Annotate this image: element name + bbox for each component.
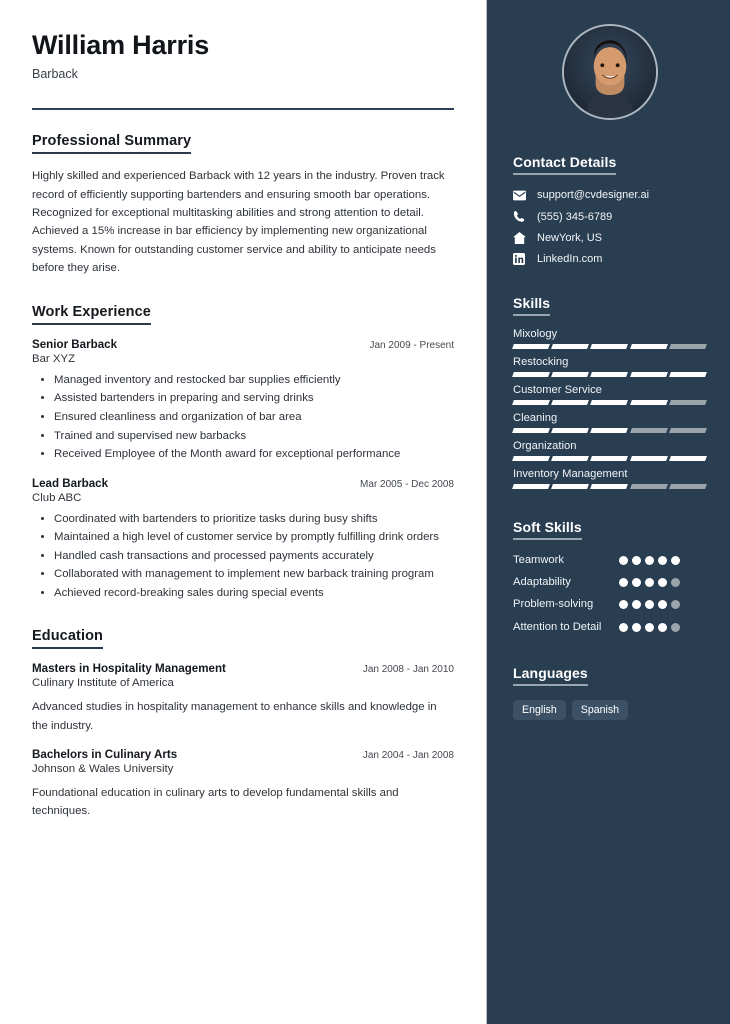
contact-item-email[interactable] — [513, 189, 706, 201]
rating-dot — [632, 556, 641, 565]
skill-segment — [512, 344, 550, 349]
work-bullet: • Ensured cleanliness and organization of bar area — [54, 409, 454, 427]
skill-segment — [669, 428, 707, 433]
header-divider — [32, 108, 454, 110]
skill-segment — [630, 344, 668, 349]
section-heading-summary: Professional Summary — [32, 133, 191, 154]
rating-dot — [645, 556, 654, 565]
rating-dot — [619, 600, 628, 609]
work-bullet: • Received Employee of the Month award for exceptional performance — [54, 446, 454, 464]
phone-icon — [513, 210, 530, 223]
skill-segment — [630, 484, 668, 489]
rating-dot — [619, 556, 628, 565]
skill-rating-bar — [513, 400, 706, 405]
education-entry — [32, 662, 454, 735]
section-languages — [513, 665, 706, 720]
soft-skill-dot-rating — [619, 619, 681, 632]
skill-item — [513, 440, 706, 461]
rating-dot — [658, 556, 667, 565]
rating-dot — [658, 578, 667, 587]
avatar — [562, 24, 658, 120]
soft-skill-label: Teamwork — [513, 554, 564, 566]
page-title — [32, 30, 454, 81]
language-chip: English — [513, 700, 566, 720]
envelope-icon — [513, 190, 530, 201]
section-education — [32, 627, 454, 820]
rating-dot — [671, 623, 680, 632]
contact-linkedin-text: LinkedIn.com — [537, 253, 603, 265]
skill-segment — [551, 428, 589, 433]
skill-segment — [590, 344, 628, 349]
skill-segment — [630, 428, 668, 433]
contact-list — [513, 189, 706, 265]
rating-dot — [632, 623, 641, 632]
work-bullet-list — [32, 372, 454, 464]
work-bullet: • Maintained a high level of customer service by promptly fulfilling drink orders — [54, 529, 454, 547]
home-icon — [513, 232, 530, 244]
skill-segment — [669, 484, 707, 489]
contact-item-linkedin[interactable] — [513, 253, 706, 265]
rating-dot — [671, 556, 680, 565]
skill-segment — [512, 428, 550, 433]
education-degree: Bachelors in Culinary Arts — [32, 747, 178, 761]
section-heading-education: Education — [32, 628, 103, 649]
candidate-job-title: Barback — [32, 67, 78, 82]
work-bullet: • Collaborated with management to implement new barback training program — [54, 566, 454, 584]
skill-segment — [512, 400, 550, 405]
section-soft-skills — [513, 519, 706, 635]
skill-segment — [512, 456, 550, 461]
summary-text: Highly skilled and experienced Barback with 12 years in the industry. Proven track record of efficiently supporting bartenders and ensuring smooth bar operations. Recognized for exceptional multitasking abilities and strong attention to detail. Achieved a 15% increase in bar efficiency by implementing new organizational systems. Known for outstanding customer service and ability to anticipate needs before they arise. — [32, 170, 445, 275]
skill-segment — [669, 372, 707, 377]
education-description: Foundational education in culinary arts to develop fundamental skills and techniques. — [32, 786, 399, 818]
work-bullet: • Coordinated with bartenders to prioritize tasks during busy shifts — [54, 511, 454, 529]
soft-skill-item — [513, 619, 706, 635]
section-heading-skills: Skills — [513, 295, 550, 316]
rating-dot — [658, 623, 667, 632]
education-entry-header — [32, 748, 454, 761]
education-date: Jan 2008 - Jan 2010 — [362, 664, 454, 676]
rating-dot — [619, 623, 628, 632]
work-bullet: • Managed inventory and restocked bar supplies efficiently — [54, 372, 454, 390]
skill-segment — [590, 372, 628, 377]
rating-dot — [671, 578, 680, 587]
contact-email-text: support@cvdesigner.ai — [537, 189, 650, 201]
soft-skill-label: Adaptability — [513, 576, 571, 589]
work-date: Mar 2005 - Dec 2008 — [360, 478, 454, 490]
work-org: Club ABC — [32, 491, 82, 504]
section-work-experience — [32, 303, 454, 603]
skill-item — [513, 328, 706, 349]
language-chip-list — [513, 700, 706, 720]
language-chip: Spanish — [572, 700, 628, 720]
avatar-photo-icon — [564, 26, 656, 118]
education-degree: Masters in Hospitality Management — [32, 662, 226, 676]
education-date: Jan 2004 - Jan 2008 — [362, 749, 454, 761]
soft-skill-label: Problem-solving — [513, 598, 594, 611]
skill-segment — [551, 372, 589, 377]
skill-label: Inventory Management — [513, 468, 628, 480]
rating-dot — [658, 600, 667, 609]
education-school: Johnson & Wales University — [32, 762, 174, 775]
candidate-name: William Harris — [32, 30, 210, 60]
education-entry-header — [32, 662, 454, 675]
rating-dot — [619, 578, 628, 587]
rating-dot — [632, 578, 641, 587]
skill-segment — [669, 400, 707, 405]
work-bullet: • Trained and supervised new barbacks — [54, 428, 454, 446]
soft-skill-dot-rating — [619, 552, 681, 565]
section-contact-details — [513, 154, 706, 265]
skill-rating-bar — [513, 428, 706, 433]
work-bullet: • Handled cash transactions and processed payments accurately — [54, 548, 454, 566]
skill-segment — [590, 456, 628, 461]
rating-dot — [645, 623, 654, 632]
section-professional-summary — [32, 132, 454, 278]
work-entry-header — [32, 477, 454, 490]
avatar-container — [513, 24, 706, 120]
rating-dot — [645, 600, 654, 609]
skill-segment — [630, 372, 668, 377]
work-bullet-list — [32, 511, 454, 603]
education-entry — [32, 748, 454, 821]
rating-dot — [671, 600, 680, 609]
skill-segment — [551, 400, 589, 405]
skill-segment — [551, 484, 589, 489]
soft-skill-item — [513, 552, 706, 568]
contact-item-phone[interactable] — [513, 210, 706, 223]
soft-skill-dot-rating — [619, 596, 681, 609]
section-heading-languages: Languages — [513, 665, 588, 686]
section-skills — [513, 295, 706, 489]
contact-item-location[interactable] — [513, 232, 706, 244]
contact-location-text: NewYork, US — [537, 232, 603, 244]
work-entry — [32, 338, 454, 464]
work-bullet: • Assisted bartenders in preparing and serving drinks — [54, 390, 454, 408]
work-bullet: • Achieved record-breaking sales during special events — [54, 585, 454, 603]
skill-item — [513, 412, 706, 433]
soft-skill-item — [513, 574, 706, 590]
skill-label: Cleaning — [513, 412, 558, 424]
skill-rating-bar — [513, 456, 706, 461]
skill-segment — [669, 456, 707, 461]
skill-label: Organization — [513, 440, 577, 452]
skill-rating-bar — [513, 484, 706, 489]
work-org: Bar XYZ — [32, 352, 76, 365]
skill-item — [513, 468, 706, 489]
contact-phone-text: (555) 345-6789 — [537, 210, 613, 223]
soft-skills-list — [513, 552, 706, 635]
skill-item — [513, 384, 706, 405]
soft-skill-item — [513, 596, 706, 612]
skill-segment — [630, 400, 668, 405]
skill-segment — [590, 484, 628, 489]
skill-segment — [512, 372, 550, 377]
section-heading-soft-skills: Soft Skills — [513, 519, 582, 540]
skill-segment — [630, 456, 668, 461]
linkedin-icon — [513, 253, 530, 265]
skill-label: Customer Service — [513, 384, 602, 396]
skill-rating-bar — [513, 372, 706, 377]
skill-label: Mixology — [513, 328, 558, 340]
rating-dot — [632, 600, 641, 609]
work-role: Lead Barback — [32, 476, 109, 490]
education-school: Culinary Institute of America — [32, 677, 174, 690]
skill-segment — [590, 428, 628, 433]
soft-skill-label: Attention to Detail — [513, 620, 602, 633]
work-date: Jan 2009 - Present — [369, 339, 454, 351]
work-entry-header — [32, 338, 454, 351]
skill-segment — [512, 484, 550, 489]
soft-skill-dot-rating — [619, 574, 681, 587]
skill-item — [513, 356, 706, 377]
skills-list — [513, 328, 706, 489]
sidebar — [487, 0, 730, 1024]
work-role: Senior Barback — [32, 337, 118, 351]
skill-rating-bar — [513, 344, 706, 349]
work-entry — [32, 477, 454, 603]
skill-segment — [669, 344, 707, 349]
skill-segment — [551, 344, 589, 349]
skill-segment — [590, 400, 628, 405]
skill-segment — [551, 456, 589, 461]
rating-dot — [645, 578, 654, 587]
skill-label: Restocking — [513, 356, 569, 368]
education-description: Advanced studies in hospitality management to enhance skills and knowledge in the industry. — [32, 701, 437, 732]
section-heading-contact: Contact Details — [513, 154, 616, 175]
section-heading-work: Work Experience — [32, 304, 151, 325]
